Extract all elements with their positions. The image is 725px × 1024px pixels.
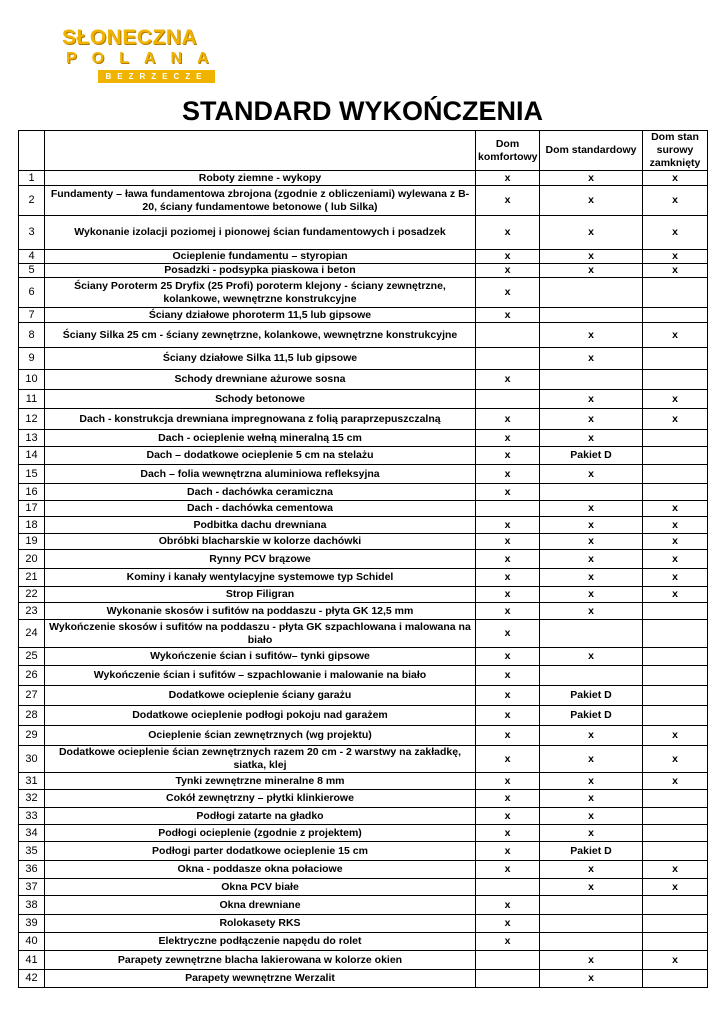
cell-standardowy: x xyxy=(540,348,643,370)
cell-komfortowy: x xyxy=(476,861,540,879)
cell-komfortowy: x xyxy=(476,550,540,569)
row-description: Wykonanie izolacji poziomej i pionowej ścian fundamentowych i posadzek xyxy=(45,216,476,250)
row-description: Dach – folia wewnętrzna aluminiowa refleksyjna xyxy=(45,465,476,484)
row-description: Dach - dachówka ceramiczna xyxy=(45,484,476,501)
cell-surowy xyxy=(643,370,708,390)
row-description: Wykończenie ścian i sufitów– tynki gipsowe xyxy=(45,648,476,666)
table-row xyxy=(19,879,708,896)
header-standardowy: Dom standardowy xyxy=(540,131,643,171)
cell-standardowy xyxy=(540,308,643,323)
cell-surowy: x xyxy=(643,879,708,896)
row-description: Schody betonowe xyxy=(45,390,476,409)
row-description: Dach - ocieplenie wełną mineralną 15 cm xyxy=(45,430,476,447)
cell-surowy: x xyxy=(643,409,708,430)
cell-standardowy: x xyxy=(540,430,643,447)
cell-standardowy: Pakiet D xyxy=(540,447,643,465)
table-row xyxy=(19,348,708,370)
cell-standardowy: x xyxy=(540,569,643,587)
cell-surowy: x xyxy=(643,726,708,746)
cell-surowy: x xyxy=(643,264,708,278)
header-surowy: Dom stan surowy zamknięty xyxy=(643,131,708,171)
cell-standardowy xyxy=(540,484,643,501)
row-number: 19 xyxy=(19,534,45,550)
cell-komfortowy: x xyxy=(476,216,540,250)
row-description: Schody drewniane ażurowe sosna xyxy=(45,370,476,390)
table-row xyxy=(19,808,708,825)
cell-komfortowy: x xyxy=(476,808,540,825)
row-number: 20 xyxy=(19,550,45,569)
row-number: 36 xyxy=(19,861,45,879)
row-number: 32 xyxy=(19,790,45,808)
cell-standardowy xyxy=(540,915,643,933)
cell-komfortowy: x xyxy=(476,278,540,308)
table-row xyxy=(19,390,708,409)
row-number: 16 xyxy=(19,484,45,501)
cell-komfortowy: x xyxy=(476,465,540,484)
page-title: STANDARD WYKOŃCZENIA xyxy=(182,96,543,126)
table-row xyxy=(19,308,708,323)
cell-surowy: x xyxy=(643,861,708,879)
row-description: Podłogi parter dodatkowe ocieplenie 15 cm xyxy=(45,842,476,861)
row-number: 34 xyxy=(19,825,45,842)
table-row xyxy=(19,915,708,933)
row-description: Strop Filigran xyxy=(45,587,476,603)
cell-komfortowy xyxy=(476,348,540,370)
cell-komfortowy: x xyxy=(476,370,540,390)
row-number: 11 xyxy=(19,390,45,409)
standard-table xyxy=(18,130,708,988)
table-row xyxy=(19,216,708,250)
cell-standardowy: x xyxy=(540,550,643,569)
cell-surowy xyxy=(643,447,708,465)
table-row xyxy=(19,517,708,534)
row-number: 8 xyxy=(19,323,45,348)
cell-surowy: x xyxy=(643,323,708,348)
row-number: 6 xyxy=(19,278,45,308)
row-number: 24 xyxy=(19,620,45,648)
table-row xyxy=(19,620,708,648)
cell-surowy xyxy=(643,970,708,988)
cell-surowy xyxy=(643,790,708,808)
row-number: 35 xyxy=(19,842,45,861)
cell-komfortowy: x xyxy=(476,620,540,648)
row-description: Ocieplenie ścian zewnętrznych (wg projektu) xyxy=(45,726,476,746)
cell-standardowy: x xyxy=(540,250,643,264)
cell-standardowy: x xyxy=(540,264,643,278)
cell-standardowy xyxy=(540,666,643,686)
cell-standardowy: x xyxy=(540,808,643,825)
row-number: 3 xyxy=(19,216,45,250)
cell-komfortowy: x xyxy=(476,825,540,842)
table-body xyxy=(19,171,708,988)
row-description: Posadzki - podsypka piaskowa i beton xyxy=(45,264,476,278)
cell-standardowy: x xyxy=(540,970,643,988)
cell-surowy xyxy=(643,686,708,706)
cell-komfortowy xyxy=(476,951,540,970)
cell-standardowy xyxy=(540,278,643,308)
cell-komfortowy: x xyxy=(476,666,540,686)
cell-standardowy: x xyxy=(540,879,643,896)
row-number: 42 xyxy=(19,970,45,988)
cell-komfortowy: x xyxy=(476,484,540,501)
row-description: Podłogi zatarte na gładko xyxy=(45,808,476,825)
cell-standardowy: x xyxy=(540,534,643,550)
cell-standardowy: x xyxy=(540,409,643,430)
table-row xyxy=(19,686,708,706)
cell-standardowy: x xyxy=(540,323,643,348)
cell-surowy xyxy=(643,915,708,933)
table-row xyxy=(19,666,708,686)
cell-surowy xyxy=(643,603,708,620)
table-row xyxy=(19,861,708,879)
cell-komfortowy xyxy=(476,879,540,896)
table-row xyxy=(19,550,708,569)
cell-standardowy: x xyxy=(540,603,643,620)
cell-surowy: x xyxy=(643,501,708,517)
cell-surowy: x xyxy=(643,186,708,216)
row-description: Dodatkowe ocieplenie podłogi pokoju nad garażem xyxy=(45,706,476,726)
cell-standardowy: x xyxy=(540,648,643,666)
cell-komfortowy: x xyxy=(476,517,540,534)
cell-standardowy: Pakiet D xyxy=(540,686,643,706)
row-description: Kominy i kanały wentylacyjne systemowe typ Schidel xyxy=(45,569,476,587)
row-description: Tynki zewnętrzne mineralne 8 mm xyxy=(45,773,476,790)
row-description: Podłogi ocieplenie (zgodnie z projektem) xyxy=(45,825,476,842)
table-row xyxy=(19,370,708,390)
cell-komfortowy: x xyxy=(476,648,540,666)
table-row xyxy=(19,587,708,603)
table-row xyxy=(19,484,708,501)
cell-komfortowy xyxy=(476,970,540,988)
row-number: 25 xyxy=(19,648,45,666)
cell-standardowy: x xyxy=(540,825,643,842)
cell-komfortowy xyxy=(476,501,540,517)
table-row xyxy=(19,186,708,216)
row-number: 15 xyxy=(19,465,45,484)
row-number: 21 xyxy=(19,569,45,587)
cell-surowy: x xyxy=(643,171,708,186)
row-description: Dodatkowe ocieplenie ścian zewnętrznych razem 20 cm - 2 warstwy na zakładkę, siatka, klej xyxy=(45,746,476,773)
cell-surowy xyxy=(643,896,708,915)
cell-komfortowy xyxy=(476,323,540,348)
row-description: Parapety wewnętrzne Werzalit xyxy=(45,970,476,988)
row-number: 10 xyxy=(19,370,45,390)
table-row xyxy=(19,501,708,517)
row-description: Wykonanie skosów i sufitów na poddaszu - płyta GK 12,5 mm xyxy=(45,603,476,620)
table-row xyxy=(19,323,708,348)
table-row xyxy=(19,726,708,746)
cell-surowy xyxy=(643,348,708,370)
table-row xyxy=(19,250,708,264)
row-number: 29 xyxy=(19,726,45,746)
cell-komfortowy: x xyxy=(476,587,540,603)
header-komfortowy: Dom komfortowy xyxy=(476,131,540,171)
cell-komfortowy xyxy=(476,390,540,409)
table-row xyxy=(19,278,708,308)
cell-standardowy: x xyxy=(540,951,643,970)
cell-komfortowy: x xyxy=(476,409,540,430)
cell-komfortowy: x xyxy=(476,726,540,746)
cell-surowy: x xyxy=(643,517,708,534)
table-row xyxy=(19,896,708,915)
cell-surowy: x xyxy=(643,773,708,790)
cell-standardowy: x xyxy=(540,861,643,879)
cell-standardowy: x xyxy=(540,171,643,186)
cell-komfortowy: x xyxy=(476,790,540,808)
cell-komfortowy: x xyxy=(476,264,540,278)
row-description: Wykończenie ścian i sufitów – szpachlowanie i malowanie na biało xyxy=(45,666,476,686)
cell-standardowy: x xyxy=(540,790,643,808)
cell-surowy xyxy=(643,842,708,861)
row-number: 2 xyxy=(19,186,45,216)
cell-surowy xyxy=(643,465,708,484)
cell-komfortowy: x xyxy=(476,250,540,264)
table-row xyxy=(19,970,708,988)
logo-line2: POLANA xyxy=(66,50,224,67)
row-number: 9 xyxy=(19,348,45,370)
row-number: 26 xyxy=(19,666,45,686)
table-row xyxy=(19,409,708,430)
table-row xyxy=(19,430,708,447)
cell-surowy xyxy=(643,825,708,842)
cell-standardowy: x xyxy=(540,773,643,790)
table-row xyxy=(19,842,708,861)
cell-standardowy xyxy=(540,896,643,915)
table-row xyxy=(19,648,708,666)
row-description: Wykończenie skosów i sufitów na poddaszu - płyta GK szpachlowana i malowana na biało xyxy=(45,620,476,648)
table-row xyxy=(19,790,708,808)
row-number: 37 xyxy=(19,879,45,896)
table-row xyxy=(19,603,708,620)
cell-standardowy xyxy=(540,620,643,648)
row-number: 38 xyxy=(19,896,45,915)
cell-standardowy: x xyxy=(540,501,643,517)
cell-surowy xyxy=(643,666,708,686)
table-row xyxy=(19,706,708,726)
cell-komfortowy: x xyxy=(476,430,540,447)
cell-standardowy: x xyxy=(540,216,643,250)
table-row xyxy=(19,447,708,465)
table-row xyxy=(19,264,708,278)
row-number: 39 xyxy=(19,915,45,933)
row-description: Fundamenty – ława fundamentowa zbrojona (zgodnie z obliczeniami) wylewana z B-20, ściany fundamentowe betonowe ( lub Silka) xyxy=(45,186,476,216)
table-row xyxy=(19,951,708,970)
cell-standardowy: Pakiet D xyxy=(540,706,643,726)
table-row xyxy=(19,825,708,842)
cell-surowy xyxy=(643,933,708,951)
row-description: Rolokasety RKS xyxy=(45,915,476,933)
row-number: 5 xyxy=(19,264,45,278)
cell-standardowy: Pakiet D xyxy=(540,842,643,861)
cell-surowy: x xyxy=(643,550,708,569)
row-description: Ściany Silka 25 cm - ściany zewnętrzne, kolankowe, wewnętrzne konstrukcyjne xyxy=(45,323,476,348)
cell-komfortowy: x xyxy=(476,706,540,726)
table-row xyxy=(19,171,708,186)
cell-surowy xyxy=(643,308,708,323)
cell-surowy xyxy=(643,484,708,501)
row-description: Ściany działowe Silka 11,5 lub gipsowe xyxy=(45,348,476,370)
header-desc xyxy=(45,131,476,171)
row-number: 23 xyxy=(19,603,45,620)
cell-surowy: x xyxy=(643,390,708,409)
cell-surowy: x xyxy=(643,746,708,773)
row-number: 30 xyxy=(19,746,45,773)
row-number: 4 xyxy=(19,250,45,264)
row-description: Dach - konstrukcja drewniana impregnowana z folią paraprzepuszczalną xyxy=(45,409,476,430)
row-description: Obróbki blacharskie w kolorze dachówki xyxy=(45,534,476,550)
cell-komfortowy: x xyxy=(476,308,540,323)
cell-surowy: x xyxy=(643,534,708,550)
row-number: 33 xyxy=(19,808,45,825)
cell-surowy xyxy=(643,620,708,648)
cell-surowy: x xyxy=(643,250,708,264)
row-description: Dach – dodatkowe ocieplenie 5 cm na stelażu xyxy=(45,447,476,465)
header-row xyxy=(19,131,708,171)
row-description: Okna drewniane xyxy=(45,896,476,915)
row-number: 7 xyxy=(19,308,45,323)
row-number: 14 xyxy=(19,447,45,465)
row-description: Elektryczne podłączenie napędu do rolet xyxy=(45,933,476,951)
cell-standardowy: x xyxy=(540,465,643,484)
row-number: 12 xyxy=(19,409,45,430)
cell-komfortowy: x xyxy=(476,171,540,186)
cell-surowy xyxy=(643,430,708,447)
row-number: 31 xyxy=(19,773,45,790)
cell-surowy xyxy=(643,278,708,308)
cell-komfortowy: x xyxy=(476,603,540,620)
row-description: Okna - poddasze okna połaciowe xyxy=(45,861,476,879)
row-description: Ściany działowe phoroterm 11,5 lub gipsowe xyxy=(45,308,476,323)
cell-komfortowy: x xyxy=(476,933,540,951)
row-description: Okna PCV białe xyxy=(45,879,476,896)
table-row xyxy=(19,773,708,790)
cell-komfortowy: x xyxy=(476,842,540,861)
cell-surowy: x xyxy=(643,216,708,250)
cell-komfortowy: x xyxy=(476,773,540,790)
row-number: 40 xyxy=(19,933,45,951)
cell-surowy: x xyxy=(643,587,708,603)
cell-komfortowy: x xyxy=(476,534,540,550)
row-description: Dodatkowe ocieplenie ściany garażu xyxy=(45,686,476,706)
cell-komfortowy: x xyxy=(476,686,540,706)
cell-standardowy: x xyxy=(540,587,643,603)
table-row xyxy=(19,534,708,550)
row-description: Cokół zewnętrzny – płytki klinkierowe xyxy=(45,790,476,808)
cell-surowy xyxy=(643,808,708,825)
table-row xyxy=(19,933,708,951)
row-description: Parapety zewnętrzne blacha lakierowana w kolorze okien xyxy=(45,951,476,970)
table-row xyxy=(19,465,708,484)
row-number: 22 xyxy=(19,587,45,603)
row-description: Podbitka dachu drewniana xyxy=(45,517,476,534)
cell-standardowy xyxy=(540,933,643,951)
cell-komfortowy: x xyxy=(476,746,540,773)
row-number: 18 xyxy=(19,517,45,534)
cell-surowy: x xyxy=(643,951,708,970)
cell-surowy: x xyxy=(643,569,708,587)
row-description: Rynny PCV brązowe xyxy=(45,550,476,569)
row-description: Roboty ziemne - wykopy xyxy=(45,171,476,186)
cell-standardowy: x xyxy=(540,390,643,409)
table-row xyxy=(19,569,708,587)
logo-line1: SŁONECZNA xyxy=(62,26,198,49)
row-number: 28 xyxy=(19,706,45,726)
logo-line3: BEZRZECZE xyxy=(98,70,215,83)
cell-komfortowy: x xyxy=(476,896,540,915)
row-number: 1 xyxy=(19,171,45,186)
header-num xyxy=(19,131,45,171)
cell-standardowy: x xyxy=(540,726,643,746)
row-description: Ściany Poroterm 25 Dryfix (25 Profi) poroterm klejony - ściany zewnętrzne, kolankowe, wewnętrzne konstrukcyjne xyxy=(45,278,476,308)
logo xyxy=(62,26,224,88)
row-number: 17 xyxy=(19,501,45,517)
row-description: Dach - dachówka cementowa xyxy=(45,501,476,517)
cell-komfortowy: x xyxy=(476,447,540,465)
row-number: 13 xyxy=(19,430,45,447)
cell-standardowy: x xyxy=(540,186,643,216)
cell-standardowy: x xyxy=(540,517,643,534)
row-number: 41 xyxy=(19,951,45,970)
row-number: 27 xyxy=(19,686,45,706)
cell-standardowy xyxy=(540,370,643,390)
cell-surowy xyxy=(643,706,708,726)
cell-standardowy: x xyxy=(540,746,643,773)
cell-komfortowy: x xyxy=(476,186,540,216)
cell-surowy xyxy=(643,648,708,666)
cell-komfortowy: x xyxy=(476,569,540,587)
row-description: Ocieplenie fundamentu – styropian xyxy=(45,250,476,264)
cell-komfortowy: x xyxy=(476,915,540,933)
table-row xyxy=(19,746,708,773)
